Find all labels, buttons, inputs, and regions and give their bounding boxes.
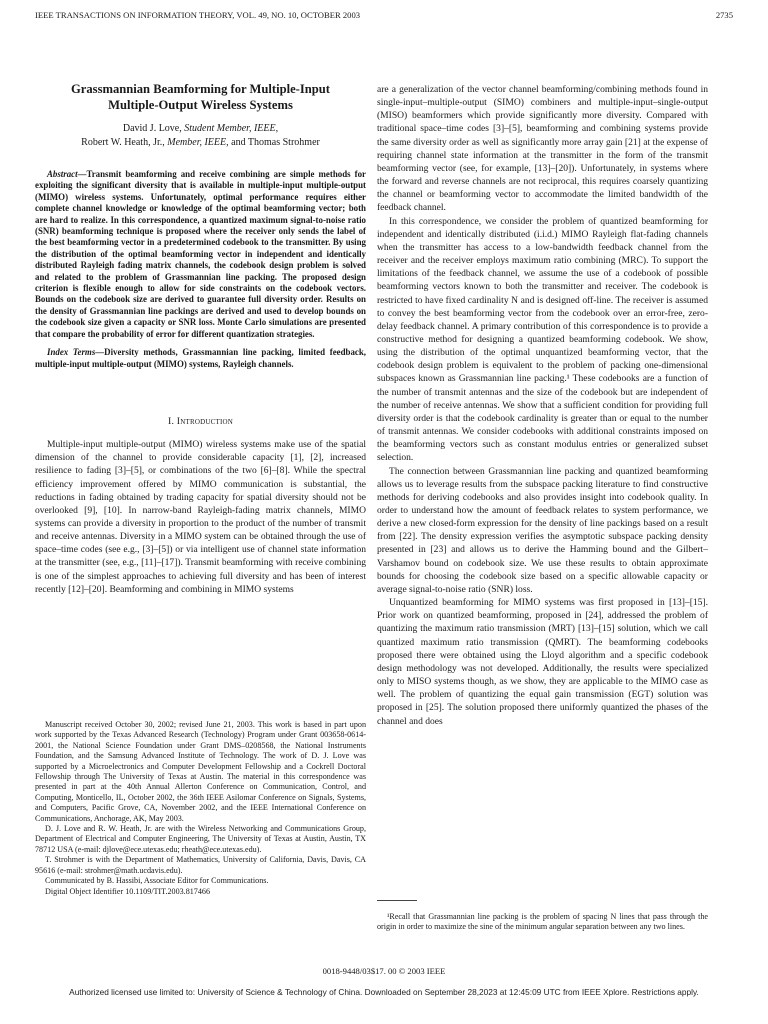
manuscript-footnotes bbox=[35, 720, 366, 897]
author-2-name: Robert W. Heath, Jr., bbox=[81, 136, 165, 148]
right-paragraph-1: are a generalization of the vector channel beamforming/combining methods found in single-input–multiple-output (SIMO) combiners and multiple-input–single-output (MISO) beamformers which provide significantly more diversity. Compared with traditional space–time codes [3]–[5], beamforming and combining systems provide the same diversity order as well as significantly more array gain [21] at the expense of requiring channel state information at the transmitter in the form of the transmit beamforming vector (see, for example, [13]–[20]). Unfortunately, in systems where the forward and reverse channels are not reciprocal, this requires coarsely quantizing the channel or beamforming vector to accommodate the limited bandwidth of the feedback channel. bbox=[377, 84, 708, 214]
right-column bbox=[377, 83, 708, 728]
footnote-communicated: Communicated by B. Hassibi, Associate Editor for Communications. bbox=[45, 876, 269, 886]
right-paragraph-2: In this correspondence, we consider the problem of quantized beamforming for independent and identically distributed (i.i.d.) MIMO Rayleigh flat-fading channels when the transmitter has access to a low-bandwidth feedback channel from the receiver and the receiver employs maximum ratio combining (MRC). To support the limitations of the feedback channel, we assume the use of a codebook of possible beamforming vectors known to both the transmitter and receiver. The codebook is restricted to have fixed cardinality N and is designed off-line. The receiver is assumed to convey the best beamforming vector from the codebook over an error-free, zero-delay feedback channel. A primary contribution of this correspondence is to provide a constructive method for designing a quantized beamforming codebook. We show, using the distribution of the optimal unquantized beamforming vector, that the codebook design problem is equivalent to the problem of packing one-dimensional subspaces known as Grassmannian line packing.¹ These codebooks are a function of the number of transmit antennas and the size of the codebook but are independent of the number of receive antennas. We show that a sufficient condition for providing full diversity order is that the codebook cardinality is greater than or equal to the number of transmit antennas. We consider codebooks with additional constraints imposed on the beamforming vectors such as constant modulus entries or generalized subset selection. bbox=[377, 215, 708, 464]
author-block bbox=[35, 122, 366, 149]
section-title: Introduction bbox=[176, 415, 233, 427]
author-1-name: David J. Love, bbox=[122, 123, 182, 134]
index-terms-text: —Diversity methods, Grassmannian line packing, limited feedback, multiple-input multiple-output (MIMO) systems, Rayleigh channels. bbox=[35, 347, 366, 369]
journal-header: IEEE TRANSACTIONS ON INFORMATION THEORY, VOL. 49, NO. 10, OCTOBER 2003 bbox=[35, 10, 361, 20]
left-column bbox=[35, 82, 366, 596]
abstract-label: Abstract bbox=[47, 169, 78, 179]
author-1-role: Student Member, IEEE, bbox=[184, 123, 279, 134]
section-numeral: I. bbox=[168, 415, 175, 427]
footnote-grassmannian: ¹Recall that Grassmannian line packing is the problem of spacing N lines that pass through the origin in order to maximize the sine of the minimum angular separation between any two lines. bbox=[377, 912, 708, 932]
footnote-manuscript: Manuscript received October 30, 2002; revised June 21, 2003. This work is based in part upon work supported by the Texas Advanced Research (Technology) Program under Grant 003658-0614-2001, the National Science Foundation under Grant DMS–0208568, the National Instruments Foundation, and the Samsung Advanced Institute of Technology. The work of D. J. Love was supported by a Microelectronics and Computer Development Fellowship and a Cockrell Doctoral Fellowship through The University of Texas at Austin. The material in this correspondence was presented in part at the 40th Annual Allerton Conference on Communication, Control, and Computing, Monticello, IL, October 2002, the 36th IEEE Asilomar Conference on Signals, Systems, and Computers, Pacific Grove, CA, November 2002, and the IEEE International Conference on Communications, Anchorage, AK, May 2003. bbox=[35, 720, 366, 823]
right-paragraph-3: The connection between Grassmannian line packing and quantized beamforming allows us to leverage results from the subspace packing literature to find constructive methods for deriving codebooks and also provides insight into codebook quality. In order to understand how the amount of feedback relates to system performance, we derive a new closed-form expression for the density of line packings based on a result from [22]. The density expression verifies the asymptotic subspace packing density presented in [23] and allows us to derive the Hamming bound and the Gilbert–Varshamov bound on codebook size. We use these results to obtain approximate bounds for choosing the codebook size based on a specific allowable capacity or average signal-to-noise ratio (SNR) loss. bbox=[377, 465, 708, 595]
section-heading-introduction bbox=[35, 415, 366, 428]
index-terms bbox=[35, 347, 366, 370]
page-number: 2735 bbox=[715, 10, 733, 20]
title-line-1: Grassmannian Beamforming for Multiple-Input bbox=[70, 82, 330, 96]
footnote-love-heath: D. J. Love and R. W. Heath, Jr. are with the Wireless Networking and Communications Group, Department of Electrical and Computer Engineering, The University of Texas at Austin, Austin, TX 78712 USA (e-mail: djlove@ece.utexas.edu; rheath@ece.utexas.edu). bbox=[35, 824, 366, 854]
author-3: and Thomas Strohmer bbox=[231, 136, 320, 148]
intro-paragraph: Multiple-input multiple-output (MIMO) wireless systems make use of the spatial dimension of the channel to provide considerable capacity [1], [2], increased resilience to fading [3]–[5], or combinations of the two [6]–[8]. While the spectral efficiency improvement offered by MIMO communication is substantial, the reductions in fading obtained by trading capacity for spatial diversity should not be overlooked [9], [10]. In narrow-band Rayleigh-fading matrix channels, MIMO systems can provide a diversity in proportion to the product of the number of transmit and receive antennas. Diversity in a MIMO system can be obtained through the use of space–time codes (see e.g., [3]–[5]) or via intelligent use of channel state information at the transmitter (see, e.g., [11]–[17]). Transmit beamforming with receive combining is one of the simplest approaches to achieving full diversity and has been of interest recently [12]–[20]. Beamforming and combining in MIMO systems bbox=[35, 439, 366, 595]
author-line-2 bbox=[35, 136, 366, 150]
footnote-rule bbox=[377, 900, 417, 901]
paper-title bbox=[35, 82, 366, 113]
abstract-text: —Transmit beamforming and receive combining are simple methods for exploiting the significant diversity that is available in multiple-input multiple-output (MIMO) wireless systems. Unfortunately, optimal performance requires either complete channel knowledge or knowledge of the optimal beamforming vector; both are hard to realize. In this correspondence, a quantized maximum signal-to-noise ratio (SNR) beamforming technique is proposed where the receiver only sends the label of the best beamforming vector in a predetermined codebook to the transmitter. By using the distribution of the optimal beamforming vector in independent and identically distributed Rayleigh fading matrix channels, the codebook design problem is solved and related to the problem of Grassmannian line packing. The proposed design criterion is flexible enough to allow for side constraints on the codebook vectors. Bounds on the codebook size are derived to guarantee full diversity order. Results on the density of Grassmannian line packings are derived and used to develop bounds on the codebook size given a capacity or SNR loss. Monte Carlo simulations are presented that compare the probability of error for different quantization strategies. bbox=[35, 169, 366, 339]
index-terms-label: Index Terms bbox=[47, 347, 96, 358]
author-line-1 bbox=[35, 122, 366, 136]
running-header bbox=[35, 10, 733, 24]
footnote-strohmer: T. Strohmer is with the Department of Mathematics, University of California, Davis, Davis, CA 95616 (e-mail: strohmer@math.ucdavis.edu). bbox=[35, 855, 366, 875]
authorized-use-notice: Authorized licensed use limited to: University of Science & Technology of China. Downloaded on September 28,2023 at 12:45:09 UTC from IEEE Xplore. Restrictions apply. bbox=[69, 987, 699, 997]
author-2-role: Member, IEEE, bbox=[167, 136, 229, 148]
title-line-2: Multiple-Output Wireless Systems bbox=[108, 97, 293, 112]
abstract bbox=[35, 169, 366, 340]
footnote-doi: Digital Object Identifier 10.1109/TIT.2003.817466 bbox=[45, 886, 210, 896]
right-paragraph-4: Unquantized beamforming for MIMO systems was first proposed in [13]–[15]. Prior work on quantized beamforming, proposed in [24], addressed the problem of quantizing the maximum ratio transmission (MRT) [13]–[15] solution, which we call quantized maximum ratio transmission (QMRT). The beamforming codebooks proposed there were obtained using the Lloyd algorithm and a specific codebook design methodology was not developed. Additionally, the results were specialized only to MISO systems though, as we show, they are applicable to the MIMO case as well. The problem of quantizing the equal gain transmission (EGT) solution was proposed in [25]. The solution proposed there uniformly quantized the phases of the channel and does bbox=[377, 597, 708, 727]
copyright-line: 0018-9448/03$17. 00 © 2003 IEEE bbox=[322, 966, 446, 976]
